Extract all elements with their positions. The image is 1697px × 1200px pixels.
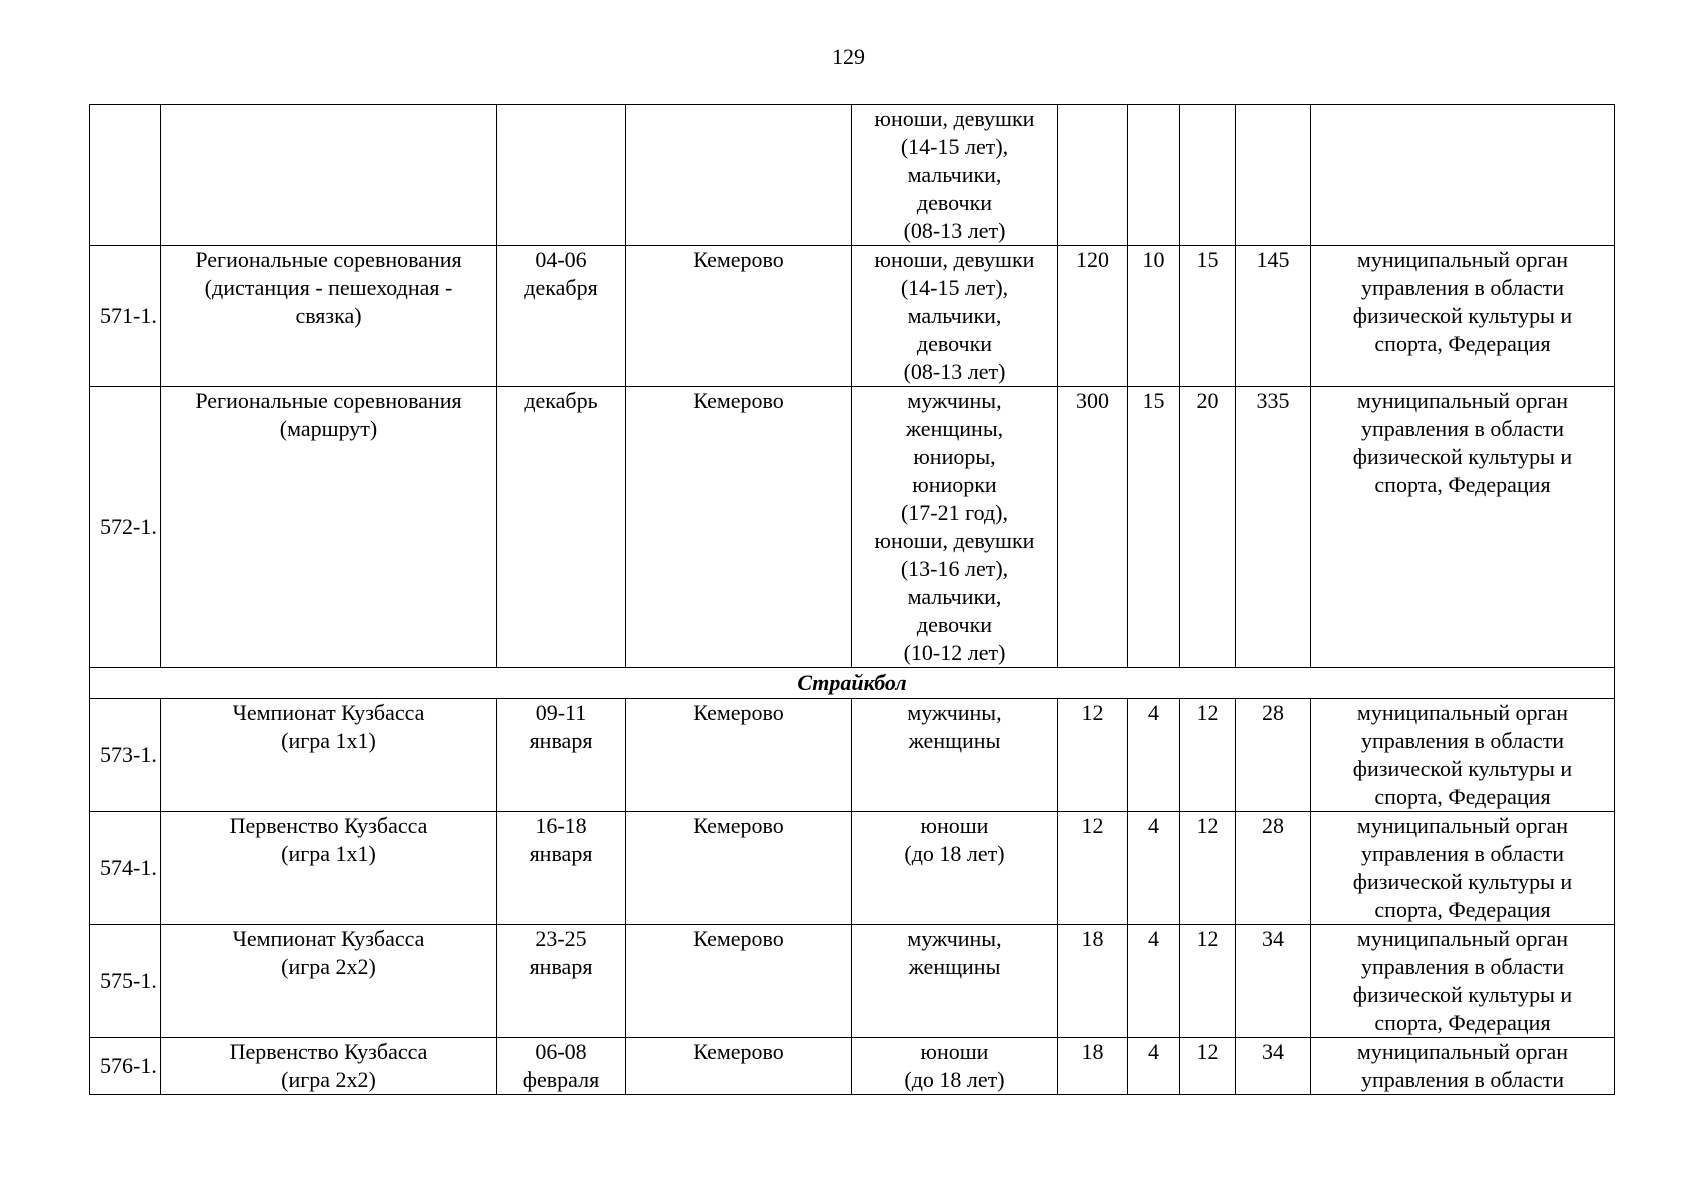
participants-line: (до 18 лет) <box>904 1067 1005 1092</box>
participants-line: мужчины, <box>907 700 1002 725</box>
table-row <box>90 699 1615 812</box>
row-number: 573-1. <box>90 699 161 812</box>
event-name-line: Чемпионат Кузбасса <box>232 926 425 951</box>
organizer-line: управления в области <box>1361 841 1564 866</box>
event-name-line: Региональные соревнования <box>195 388 462 413</box>
participants-line: юноши, девушки <box>874 106 1035 131</box>
participants <box>852 1038 1058 1095</box>
table-row <box>90 1038 1615 1095</box>
count-2: 4 <box>1128 1038 1180 1095</box>
count-3: 12 <box>1180 1038 1236 1095</box>
event-name-line: Региональные соревнования <box>195 247 462 272</box>
participants <box>852 812 1058 925</box>
event-dates-line: 04-06 <box>535 247 587 272</box>
count-total: 145 <box>1236 246 1311 387</box>
event-name <box>161 246 497 387</box>
count-3: 15 <box>1180 246 1236 387</box>
count-1 <box>1058 105 1128 246</box>
organizer-line: муниципальный орган <box>1356 700 1569 725</box>
count-total: 28 <box>1236 699 1311 812</box>
participants-line: юниорки <box>912 472 997 497</box>
event-dates-line: 06-08 <box>535 1039 587 1064</box>
count-1: 300 <box>1058 387 1128 668</box>
event-name-line: Первенство Кузбасса <box>229 1039 428 1064</box>
event-name <box>161 699 497 812</box>
organizer-line: управления в области <box>1361 1067 1564 1092</box>
count-total: 28 <box>1236 812 1311 925</box>
section-title: Страйкбол <box>90 668 1615 699</box>
participants-line: мужчины, <box>907 926 1002 951</box>
organizer-line: спорта, Федерация <box>1374 897 1551 922</box>
event-name-line: связка) <box>295 303 362 328</box>
event-dates <box>497 699 626 812</box>
participants-line: (до 18 лет) <box>904 841 1005 866</box>
event-name <box>161 387 497 668</box>
participants <box>852 387 1058 668</box>
count-total: 335 <box>1236 387 1311 668</box>
participants-line: (08-13 лет) <box>903 359 1006 384</box>
event-dates-line: января <box>529 841 593 866</box>
page-number: 129 <box>832 44 865 69</box>
organizer <box>1311 1038 1615 1095</box>
count-1: 120 <box>1058 246 1128 387</box>
count-2: 4 <box>1128 812 1180 925</box>
participants-line: женщины, <box>905 416 1004 441</box>
organizer-line: муниципальный орган <box>1356 1039 1569 1064</box>
section-row <box>90 668 1615 699</box>
participants-line: юниоры, <box>913 444 996 469</box>
count-2: 15 <box>1128 387 1180 668</box>
event-dates-line: 16-18 <box>535 813 587 838</box>
participants-line: девочки <box>916 612 993 637</box>
organizer <box>1311 925 1615 1038</box>
count-total: 34 <box>1236 1038 1311 1095</box>
event-name-line: (дистанция - пешеходная - <box>204 275 453 300</box>
count-3 <box>1180 105 1236 246</box>
events-table <box>89 104 1615 1095</box>
organizer-line: муниципальный орган <box>1356 926 1569 951</box>
row-number: 575-1. <box>90 925 161 1038</box>
participants <box>852 925 1058 1038</box>
event-dates-line: декабрь <box>524 388 598 413</box>
count-3: 12 <box>1180 925 1236 1038</box>
count-2: 4 <box>1128 925 1180 1038</box>
count-3: 12 <box>1180 699 1236 812</box>
organizer <box>1311 387 1615 668</box>
event-dates <box>497 812 626 925</box>
row-number: 572-1. <box>90 387 161 668</box>
participants-line: мальчики, <box>907 584 1002 609</box>
organizer-line: управления в области <box>1361 275 1564 300</box>
count-2 <box>1128 105 1180 246</box>
organizer-line: спорта, Федерация <box>1374 784 1551 809</box>
count-total <box>1236 105 1311 246</box>
participants-line: мальчики, <box>907 162 1002 187</box>
participants-line: юноши, девушки <box>874 528 1035 553</box>
count-total: 34 <box>1236 925 1311 1038</box>
participants-line: (14-15 лет), <box>900 134 1009 159</box>
event-dates <box>497 246 626 387</box>
organizer-line: физической культуры и <box>1352 303 1573 328</box>
organizer <box>1311 699 1615 812</box>
count-1: 12 <box>1058 812 1128 925</box>
event-dates-line: февраля <box>522 1067 600 1092</box>
event-dates <box>497 1038 626 1095</box>
event-name <box>161 925 497 1038</box>
participants-line: мальчики, <box>907 303 1002 328</box>
count-3: 20 <box>1180 387 1236 668</box>
event-dates-line: декабря <box>524 275 598 300</box>
organizer-line: физической культуры и <box>1352 869 1573 894</box>
event-dates-line: января <box>529 954 593 979</box>
participants <box>852 105 1058 246</box>
event-name <box>161 812 497 925</box>
participants-line: женщины <box>908 954 1001 979</box>
event-name <box>161 105 497 246</box>
participants-line: (17-21 год), <box>900 500 1008 525</box>
organizer-line: управления в области <box>1361 728 1564 753</box>
event-name-line: Первенство Кузбасса <box>229 813 428 838</box>
organizer <box>1311 246 1615 387</box>
organizer <box>1311 105 1615 246</box>
row-number <box>90 105 161 246</box>
event-name-line: (игра 1х1) <box>281 841 376 866</box>
organizer-line: управления в области <box>1361 954 1564 979</box>
event-dates <box>497 925 626 1038</box>
count-1: 18 <box>1058 1038 1128 1095</box>
table-row <box>90 812 1615 925</box>
count-1: 18 <box>1058 925 1128 1038</box>
participants <box>852 246 1058 387</box>
participants-line: девочки <box>916 190 993 215</box>
event-place: Кемерово <box>626 1038 852 1095</box>
organizer-line: управления в области <box>1361 416 1564 441</box>
row-number: 571-1. <box>90 246 161 387</box>
count-3: 12 <box>1180 812 1236 925</box>
event-name-line: (игра 1х1) <box>281 728 376 753</box>
participants-line: (13-16 лет), <box>900 556 1009 581</box>
count-2: 4 <box>1128 699 1180 812</box>
count-1: 12 <box>1058 699 1128 812</box>
organizer-line: физической культуры и <box>1352 982 1573 1007</box>
event-name <box>161 1038 497 1095</box>
event-dates-line: 23-25 <box>535 926 587 951</box>
organizer-line: муниципальный орган <box>1356 388 1569 413</box>
participants-line: юноши <box>920 1039 989 1064</box>
event-place: Кемерово <box>626 699 852 812</box>
organizer-line: спорта, Федерация <box>1374 331 1551 356</box>
organizer-line: физической культуры и <box>1352 444 1573 469</box>
organizer-line: муниципальный орган <box>1356 813 1569 838</box>
table-row <box>90 105 1615 246</box>
event-place <box>626 105 852 246</box>
row-number: 574-1. <box>90 812 161 925</box>
table-body <box>90 105 1615 1095</box>
table-row <box>90 246 1615 387</box>
organizer <box>1311 812 1615 925</box>
event-dates-line: января <box>529 728 593 753</box>
participants-line: женщины <box>908 728 1001 753</box>
organizer-line: физической культуры и <box>1352 756 1573 781</box>
organizer-line: спорта, Федерация <box>1374 472 1551 497</box>
event-place: Кемерово <box>626 387 852 668</box>
participants-line: (10-12 лет) <box>903 640 1006 665</box>
participants-line: (14-15 лет), <box>900 275 1009 300</box>
event-name-line: Чемпионат Кузбасса <box>232 700 425 725</box>
participants-line: юноши, девушки <box>874 247 1035 272</box>
event-place: Кемерово <box>626 925 852 1038</box>
organizer-line: спорта, Федерация <box>1374 1010 1551 1035</box>
row-number: 576-1. <box>90 1038 161 1095</box>
event-name-line: (маршрут) <box>279 416 378 441</box>
event-place: Кемерово <box>626 246 852 387</box>
participants-line: девочки <box>916 331 993 356</box>
event-dates-line: 09-11 <box>535 700 587 725</box>
participants-line: юноши <box>920 813 989 838</box>
event-name-line: (игра 2х2) <box>281 954 376 979</box>
event-dates <box>497 105 626 246</box>
participants-line: мужчины, <box>907 388 1002 413</box>
event-name-line: (игра 2х2) <box>281 1067 376 1092</box>
organizer-line: муниципальный орган <box>1356 247 1569 272</box>
participants <box>852 699 1058 812</box>
count-2: 10 <box>1128 246 1180 387</box>
event-place: Кемерово <box>626 812 852 925</box>
table-row <box>90 925 1615 1038</box>
event-dates <box>497 387 626 668</box>
participants-line: (08-13 лет) <box>903 218 1006 243</box>
table-row <box>90 387 1615 668</box>
